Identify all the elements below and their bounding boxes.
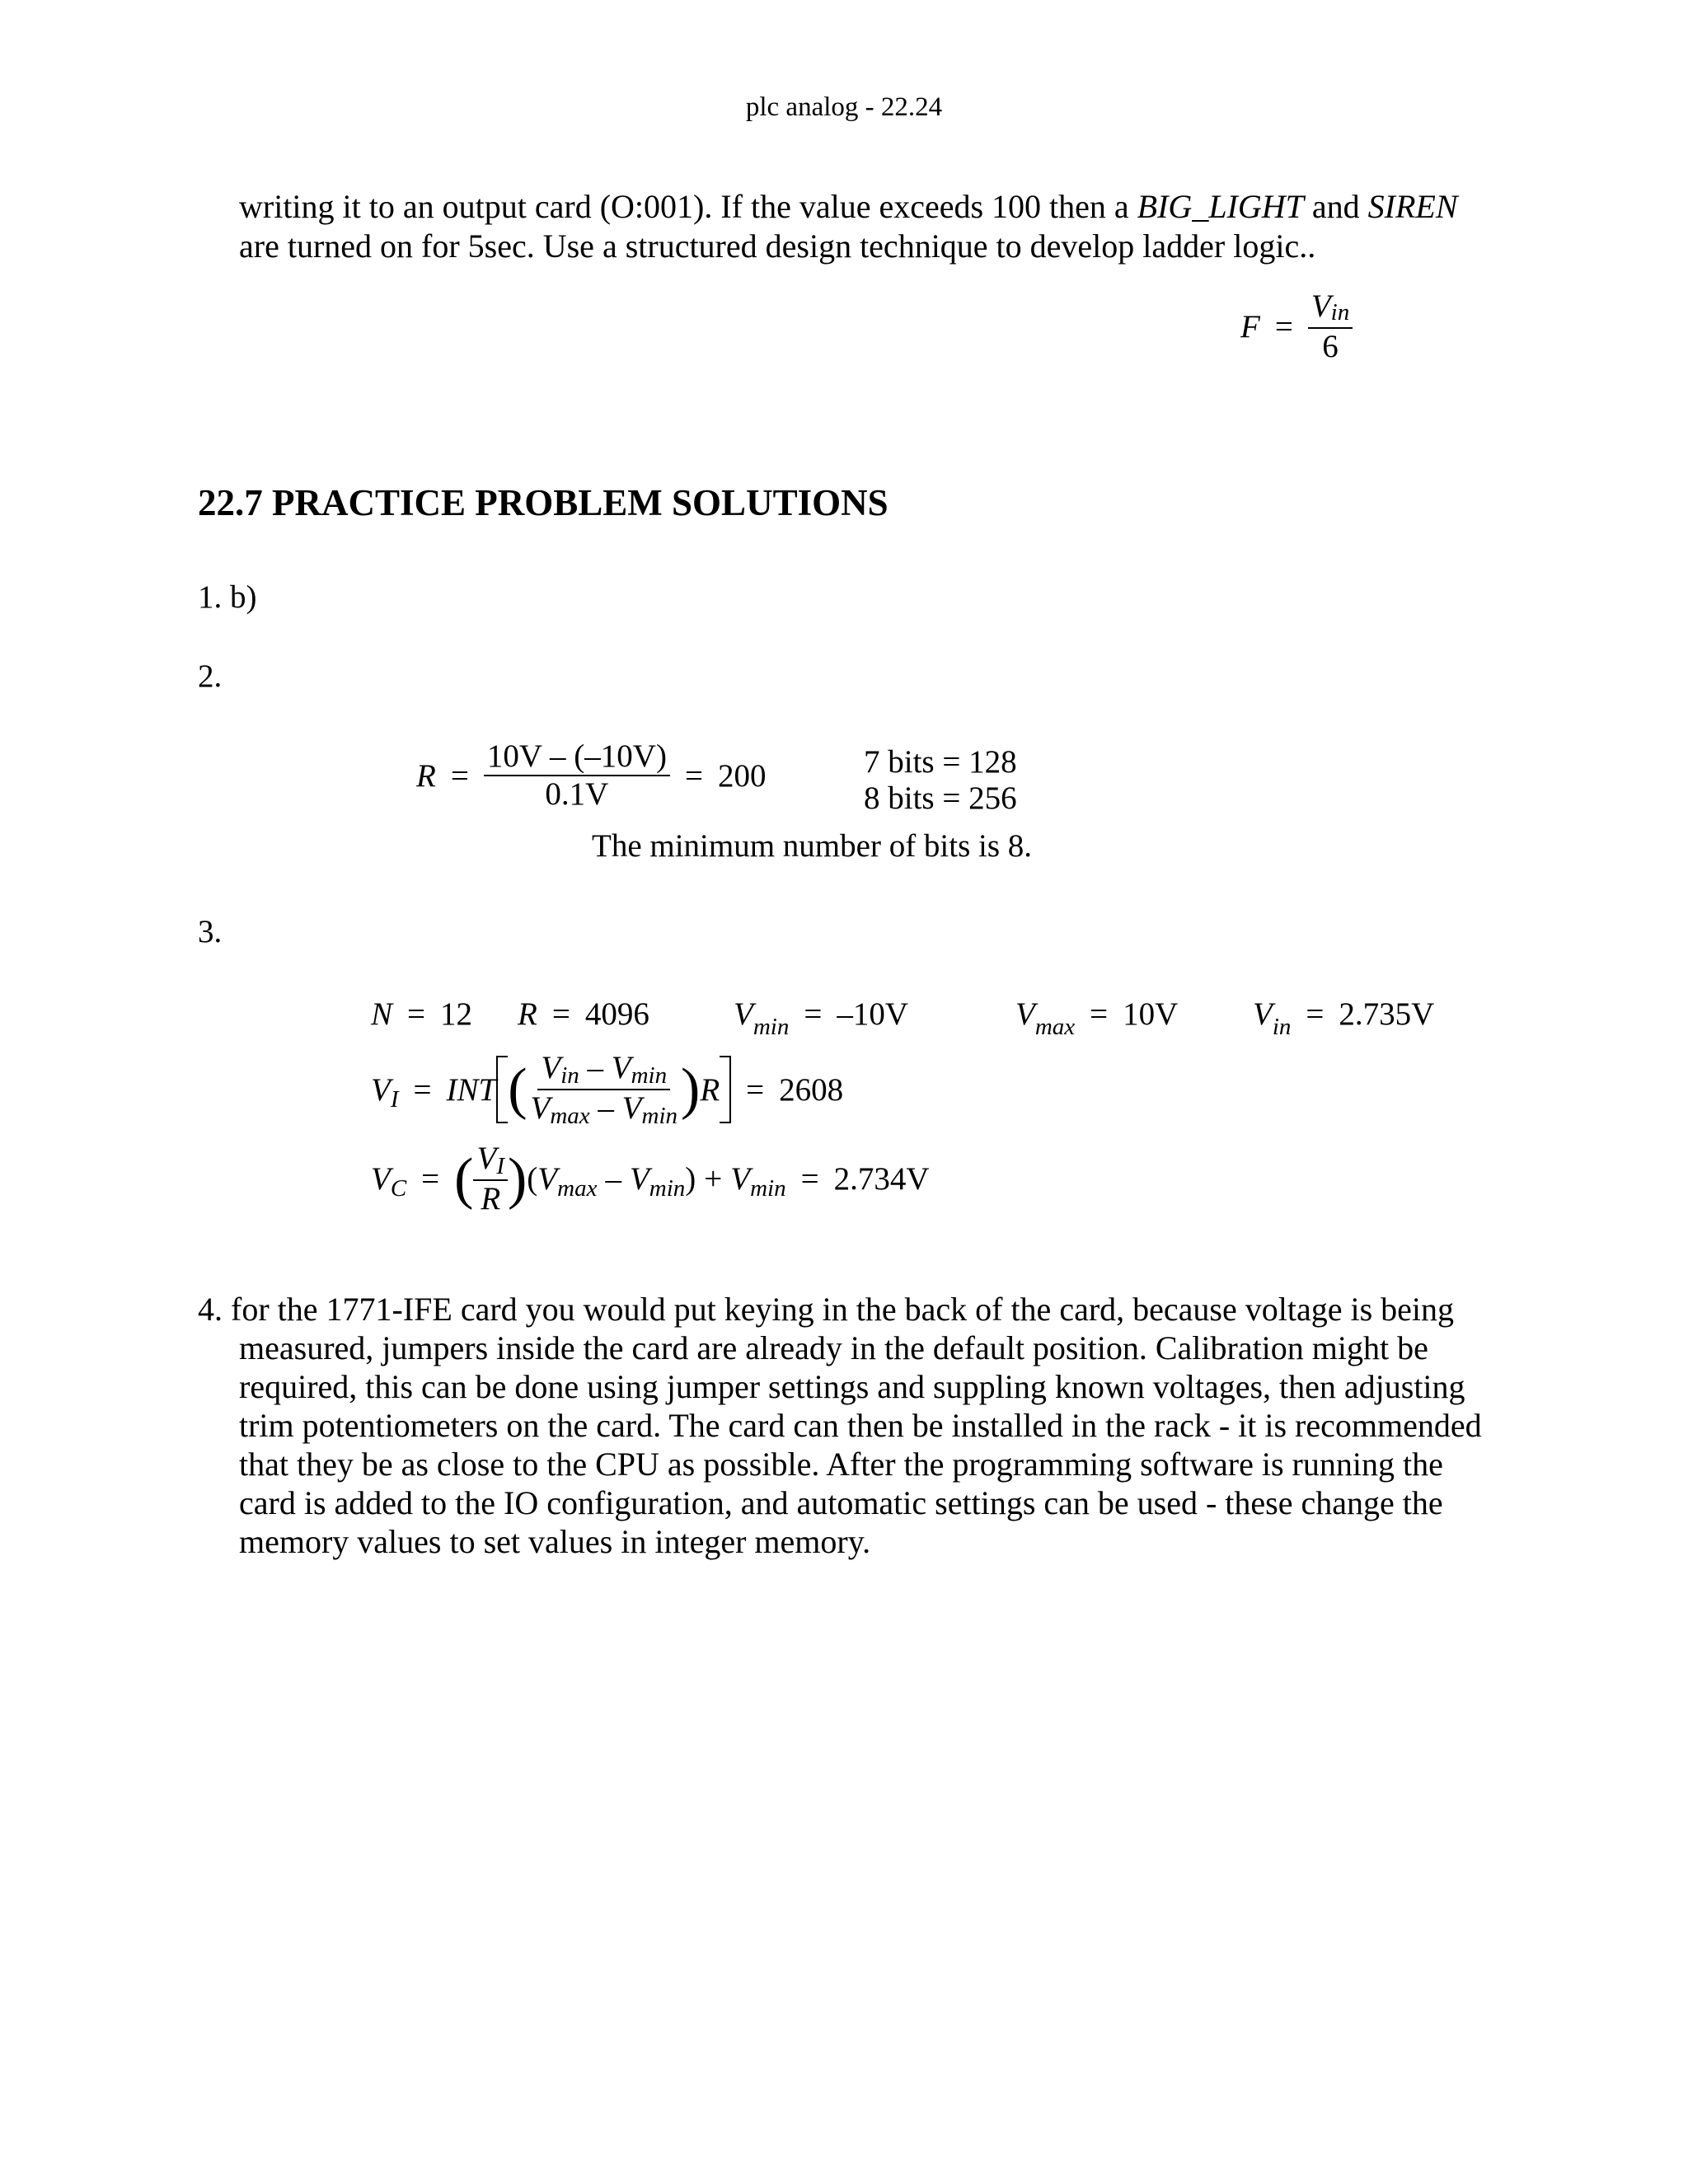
vmin-eq: = (804, 996, 823, 1032)
vi-den-sub-max: max (550, 1103, 590, 1129)
vc-v2: V (629, 1161, 649, 1197)
n-definition (371, 996, 472, 1033)
vc-result: 2.734V (833, 1161, 930, 1197)
answer-4-line-4: trim potentiometers on the card. The card can then be installed in the rack - it is recommended (239, 1407, 1482, 1444)
vi-den-sub-min: min (641, 1103, 678, 1129)
vmax-definition (1015, 996, 1179, 1040)
answer-2-label: 2. (198, 658, 223, 694)
big-light-term: BIG_LIGHT (1137, 188, 1304, 225)
intro-text-and: and (1303, 188, 1368, 225)
answer-4-line-2: measured, jumpers inside the card are already in the default position. Calibration might be (239, 1329, 1428, 1366)
vc-equation (371, 1142, 930, 1216)
vin-definition (1253, 996, 1435, 1040)
vc-den-r: R (481, 1181, 501, 1216)
vc-v1: V (537, 1161, 558, 1197)
vc-open: ( (527, 1161, 538, 1197)
r-symbol: R (518, 996, 537, 1032)
right-paren: ) (681, 1057, 701, 1121)
vi-result: 2608 (779, 1071, 844, 1108)
formula-f-lhs: F (1240, 309, 1260, 344)
answer-4-line-5: that they be as close to the CPU as possible. After the programming software is running the (239, 1446, 1443, 1483)
vi-den-v2: V (621, 1090, 642, 1126)
r-eq: = (551, 996, 570, 1032)
vi-symbol: V (371, 1071, 391, 1108)
vc-left-paren: ( (454, 1146, 474, 1211)
vi-num-v2: V (611, 1050, 631, 1085)
vmin-symbol: V (734, 996, 753, 1032)
vi-den-minus: – (598, 1090, 614, 1126)
vi-den-v1: V (530, 1090, 551, 1126)
vc-sub-min: min (649, 1175, 686, 1202)
vc-close: ) (685, 1161, 696, 1197)
vc-eq: = (421, 1161, 440, 1197)
answer-4-line-1: 4. for the 1771-IFE card you would put keying in the back of the card, because voltage is being (198, 1291, 1455, 1328)
formula-f-den: 6 (1322, 329, 1339, 364)
vc-sub-max: max (557, 1175, 598, 1202)
vin-symbol: V (1253, 996, 1273, 1032)
vc-v3: V (730, 1161, 751, 1197)
vi-result-eq: = (746, 1071, 765, 1108)
vin-value: 2.735V (1339, 996, 1435, 1032)
formula-f-num-sub: in (1330, 299, 1350, 326)
vi-equation (371, 1052, 843, 1127)
answer-3-label: 3. (198, 914, 223, 949)
vi-fraction (528, 1052, 681, 1127)
answer-2-result: 200 (717, 757, 767, 794)
vi-sub: I (390, 1085, 399, 1113)
vmin-sub: min (753, 1014, 790, 1040)
answer-4-line-6: card is added to the IO configuration, and automatic settings can be used - these change the (239, 1484, 1443, 1521)
vmax-eq: = (1090, 996, 1109, 1032)
formula-f (1240, 290, 1353, 363)
answer-4-line-3: required, this can be done using jumper settings and suppling known voltages, then adjusting (239, 1368, 1465, 1405)
vc-num-v: V (476, 1141, 497, 1176)
formula-f-num: V (1311, 288, 1331, 324)
intro-line-1 (239, 188, 1458, 226)
formula-f-fraction (1308, 290, 1353, 363)
answer-1: 1. b) (198, 579, 257, 615)
int-function: INT (446, 1071, 497, 1108)
vc-right-paren: ) (507, 1146, 528, 1211)
vc-sub-min-2: min (750, 1175, 786, 1202)
vi-num-v1: V (541, 1050, 561, 1085)
r-value: 4096 (584, 996, 649, 1032)
answer-2-lhs: R (416, 757, 436, 794)
n-value: 12 (440, 996, 473, 1032)
answer-2-equation (416, 740, 766, 811)
left-paren: ( (508, 1057, 528, 1121)
answer-4-line-7: memory values to set values in integer memory. (239, 1523, 871, 1560)
vi-num-sub-min: min (631, 1062, 668, 1089)
formula-f-eq: = (1274, 309, 1293, 344)
vc-plus: + (704, 1161, 723, 1197)
vi-num-sub-in: in (560, 1062, 579, 1089)
answer-2-den: 0.1V (545, 776, 609, 812)
bits-8: 8 bits = 256 (864, 780, 1017, 816)
vmin-definition (734, 996, 908, 1040)
n-eq: = (407, 996, 426, 1032)
vc-sub: C (390, 1175, 407, 1202)
vi-num-minus: – (587, 1050, 604, 1085)
vin-sub: in (1272, 1014, 1292, 1040)
answer-2-result-eq: = (684, 757, 703, 794)
vc-symbol: V (371, 1161, 391, 1197)
vi-r: R (700, 1071, 720, 1108)
vmax-sub: max (1034, 1014, 1076, 1040)
vmax-value: 10V (1123, 996, 1179, 1032)
bits-7: 7 bits = 128 (864, 744, 1017, 780)
vi-eq: = (413, 1071, 432, 1108)
vc-minus: – (605, 1161, 621, 1197)
answer-2-conclusion: The minimum number of bits is 8. (592, 828, 1033, 864)
section-heading: 22.7 PRACTICE PROBLEM SOLUTIONS (198, 482, 889, 523)
answer-2-fraction (484, 740, 670, 811)
vmax-symbol: V (1015, 996, 1035, 1032)
vmin-value: –10V (837, 996, 908, 1032)
answer-2-eq: = (450, 757, 469, 794)
left-bracket (496, 1056, 508, 1123)
vc-result-eq: = (800, 1161, 819, 1197)
siren-term: SIREN (1367, 188, 1458, 225)
answer-2-num: 10V – (–10V) (484, 740, 670, 776)
intro-text-a: writing it to an output card (O:001). If the value exceeds 100 then a (239, 188, 1137, 225)
vc-num-sub: I (496, 1153, 504, 1179)
vc-fraction (473, 1142, 508, 1216)
page-header: plc analog - 22.24 (745, 92, 943, 122)
right-bracket (720, 1056, 731, 1123)
n-symbol: N (371, 996, 393, 1032)
vin-eq: = (1306, 996, 1325, 1032)
r-definition (518, 996, 649, 1033)
intro-line-2: are turned on for 5sec. Use a structured design technique to develop ladder logic.. (239, 227, 1316, 265)
